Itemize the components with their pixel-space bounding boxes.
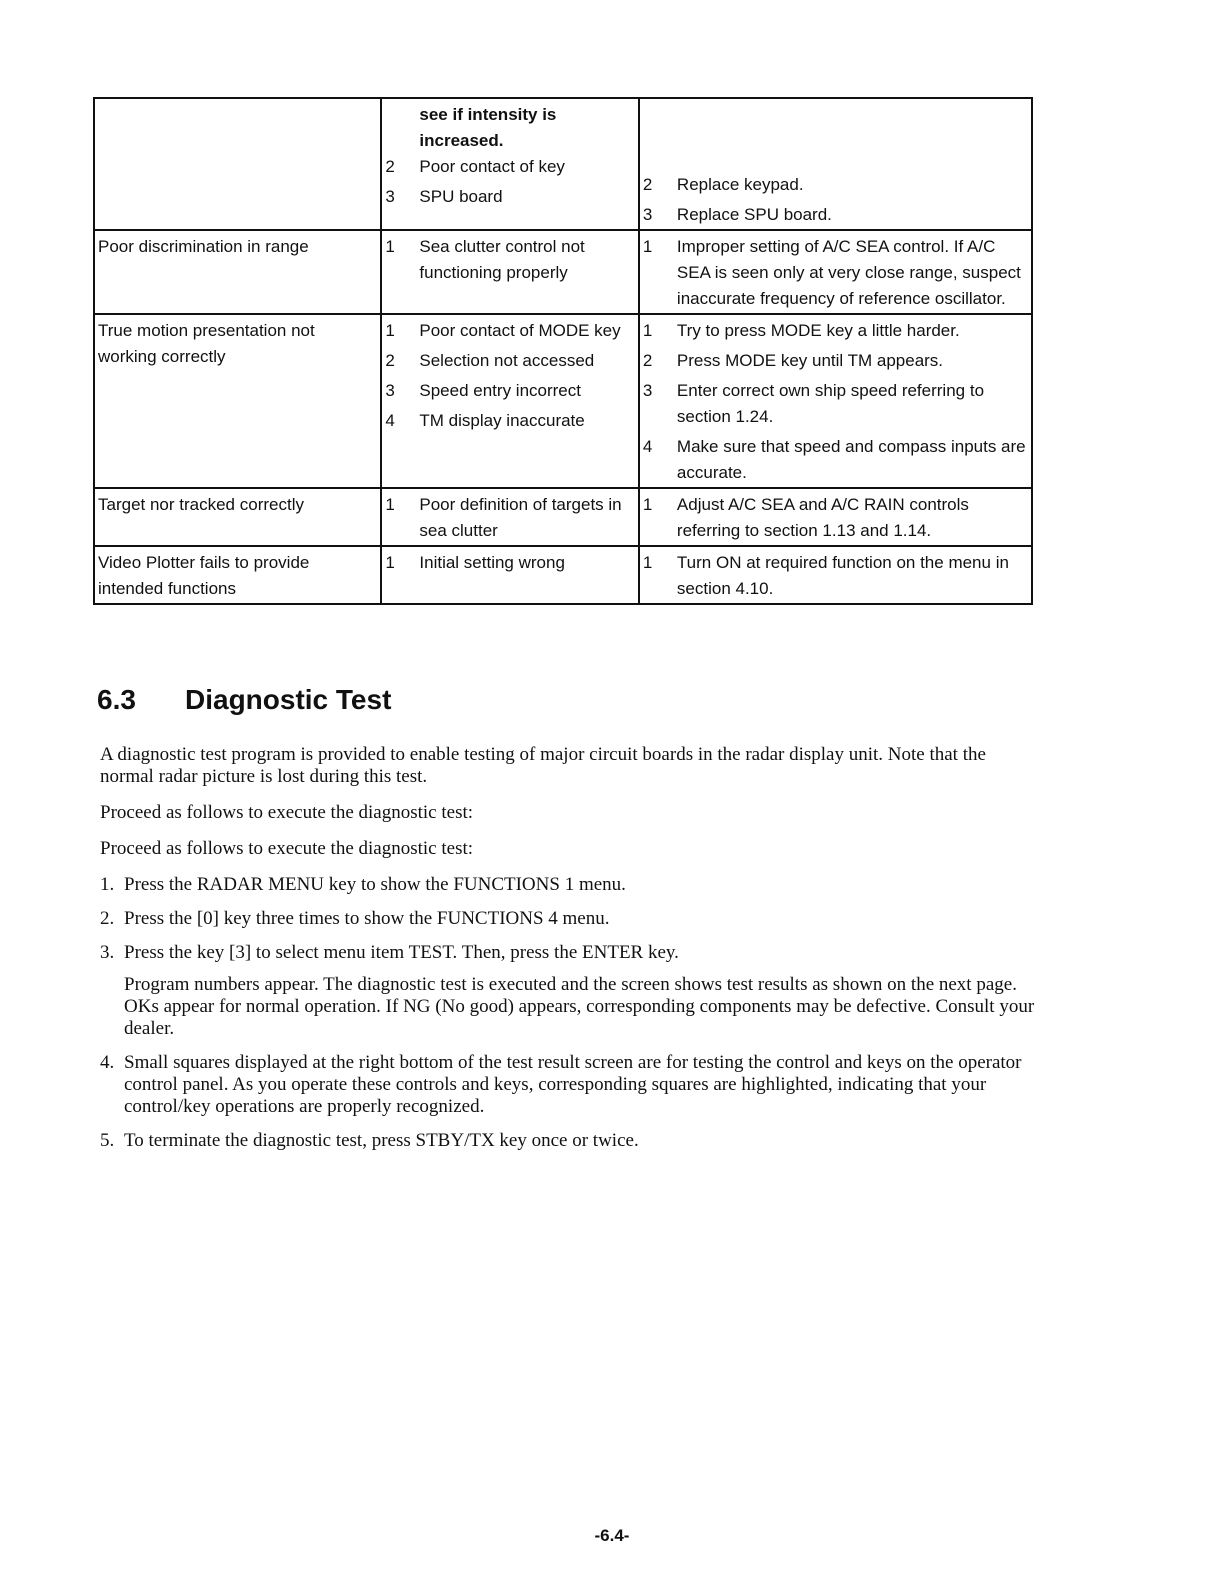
section-number: 6.3	[97, 684, 136, 715]
step-number: 3.	[100, 942, 115, 963]
cause-cell	[381, 98, 639, 230]
item-text: Speed entry incorrect	[419, 381, 581, 400]
list-item	[100, 874, 1035, 896]
item-number: 3	[642, 205, 653, 224]
proceed-paragraph-repeat: Proceed as follows to execute the diagnostic test:	[100, 838, 474, 859]
item-text: Improper setting of A/C SEA control. If A/C SEA is seen only at very close range, suspect inaccurate frequency of reference oscillator.	[676, 237, 1021, 308]
item-text: Replace keypad.	[676, 175, 804, 194]
step-number: 5.	[100, 1130, 115, 1151]
item-number: 1	[385, 495, 395, 514]
step-text: To terminate the diagnostic test, press STBY/TX key once or twice.	[124, 1130, 639, 1151]
item-text: Enter correct own ship speed referring to section 1.24.	[676, 381, 985, 426]
table-row	[94, 314, 1032, 488]
item-text: Press MODE key until TM appears.	[676, 351, 944, 370]
page-number: -6.4-	[594, 1526, 630, 1545]
remedy-cell	[639, 98, 1032, 230]
item-text: Try to press MODE key a little harder.	[676, 321, 960, 340]
remedy-cell	[639, 488, 1032, 546]
section-heading	[97, 684, 391, 716]
item-text: Adjust A/C SEA and A/C RAIN controls referring to section 1.13 and 1.14.	[676, 495, 969, 540]
proceed-paragraph: Proceed as follows to execute the diagnostic test:	[100, 802, 474, 823]
list-item	[100, 942, 1035, 1040]
step-text: Press the [0] key three times to show the FUNCTIONS 4 menu.	[124, 908, 610, 929]
step-text: Press the RADAR MENU key to show the FUNCTIONS 1 menu.	[124, 874, 626, 895]
symptom-cell: Video Plotter fails to provide intended functions	[94, 546, 381, 604]
list-item	[100, 908, 1035, 930]
cause-cell	[381, 314, 639, 488]
cause-item	[385, 318, 635, 344]
item-number: 3	[385, 187, 395, 206]
item-text: Poor contact of key	[419, 157, 565, 176]
symptom-cell: Poor discrimination in range	[94, 230, 381, 314]
item-text: Make sure that speed and compass inputs are accurate.	[676, 437, 1026, 482]
remedy-item	[643, 234, 1028, 312]
item-text: SPU board	[419, 187, 503, 206]
steps-list	[100, 874, 1035, 1152]
item-number: 1	[642, 321, 653, 340]
remedy-item	[643, 378, 1028, 430]
remedy-item	[643, 318, 1028, 344]
item-number: 1	[642, 553, 653, 572]
cause-cell	[381, 546, 639, 604]
item-text: Sea clutter control not functioning properly	[419, 237, 585, 282]
remedy-item	[643, 492, 1028, 544]
cause-item	[385, 408, 635, 434]
item-number: 1	[642, 237, 653, 256]
item-text: Selection not accessed	[419, 351, 595, 370]
symptom-cell: Target nor tracked correctly	[94, 488, 381, 546]
list-item	[100, 1052, 1035, 1118]
cause-item	[385, 184, 635, 210]
item-number: 3	[385, 381, 395, 400]
step-text: Press the key [3] to select menu item TEST. Then, press the ENTER key.	[124, 942, 679, 963]
step-number: 4.	[100, 1052, 115, 1073]
remedy-item	[643, 202, 1028, 228]
item-text: Poor contact of MODE key	[419, 321, 621, 340]
cause-item	[385, 550, 635, 576]
cause-cell	[381, 488, 639, 546]
item-number: 4	[642, 437, 653, 456]
table-row	[94, 98, 1032, 230]
step-note: Program numbers appear. The diagnostic test is executed and the screen shows test results as shown on the next page. OKs appear for normal operation. If NG (No good) appears, corresponding components may be defective. Consult your dealer.	[124, 974, 1035, 1039]
cause-item	[385, 378, 635, 404]
item-text: Poor definition of targets in sea clutter	[419, 495, 622, 540]
table-row	[94, 546, 1032, 604]
item-text: Initial setting wrong	[419, 553, 565, 572]
item-number: 1	[385, 553, 395, 572]
table-row	[94, 230, 1032, 314]
troubleshooting-table	[93, 97, 1033, 605]
cause-item	[385, 348, 635, 374]
item-text: TM display inaccurate	[419, 411, 585, 430]
step-number: 2.	[100, 908, 115, 929]
item-text: Turn ON at required function on the menu in section 4.10.	[676, 553, 1009, 598]
item-text: Replace SPU board.	[676, 205, 832, 224]
step-text: Small squares displayed at the right bottom of the test result screen are for testing the control and keys on the operator control panel. As you operate these controls and keys, corresponding squares are highlighted, indicating that your control/key operations are properly recognized.	[124, 1052, 1022, 1117]
item-number: 2	[642, 351, 653, 370]
cause-item	[385, 154, 635, 180]
section-body	[100, 744, 1035, 1164]
item-number: 1	[385, 321, 395, 340]
remedy-item	[643, 434, 1028, 486]
remedy-cell	[639, 546, 1032, 604]
remedy-cell	[639, 230, 1032, 314]
list-item	[100, 1130, 1035, 1152]
cause-continued-text: see if intensity is increased.	[419, 105, 557, 150]
item-number: 4	[385, 411, 395, 430]
symptom-cell	[94, 98, 381, 230]
item-number: 1	[385, 237, 395, 256]
item-number: 3	[642, 381, 653, 400]
intro-paragraph: A diagnostic test program is provided to enable testing of major circuit boards in the radar display unit. Note that the normal radar picture is lost during this test.	[100, 744, 986, 787]
remedy-item	[643, 348, 1028, 374]
remedy-item	[643, 172, 1028, 198]
remedy-item	[643, 550, 1028, 602]
step-number: 1.	[100, 874, 115, 895]
cause-cell	[381, 230, 639, 314]
item-number: 2	[385, 351, 395, 370]
section-title: Diagnostic Test	[185, 684, 392, 715]
item-number: 2	[642, 175, 653, 194]
item-number: 2	[385, 157, 395, 176]
symptom-cell: True motion presentation not working correctly	[94, 314, 381, 488]
item-number: 1	[642, 495, 653, 514]
remedy-cell	[639, 314, 1032, 488]
table-row	[94, 488, 1032, 546]
cause-item	[385, 492, 635, 544]
cause-item	[385, 234, 635, 286]
